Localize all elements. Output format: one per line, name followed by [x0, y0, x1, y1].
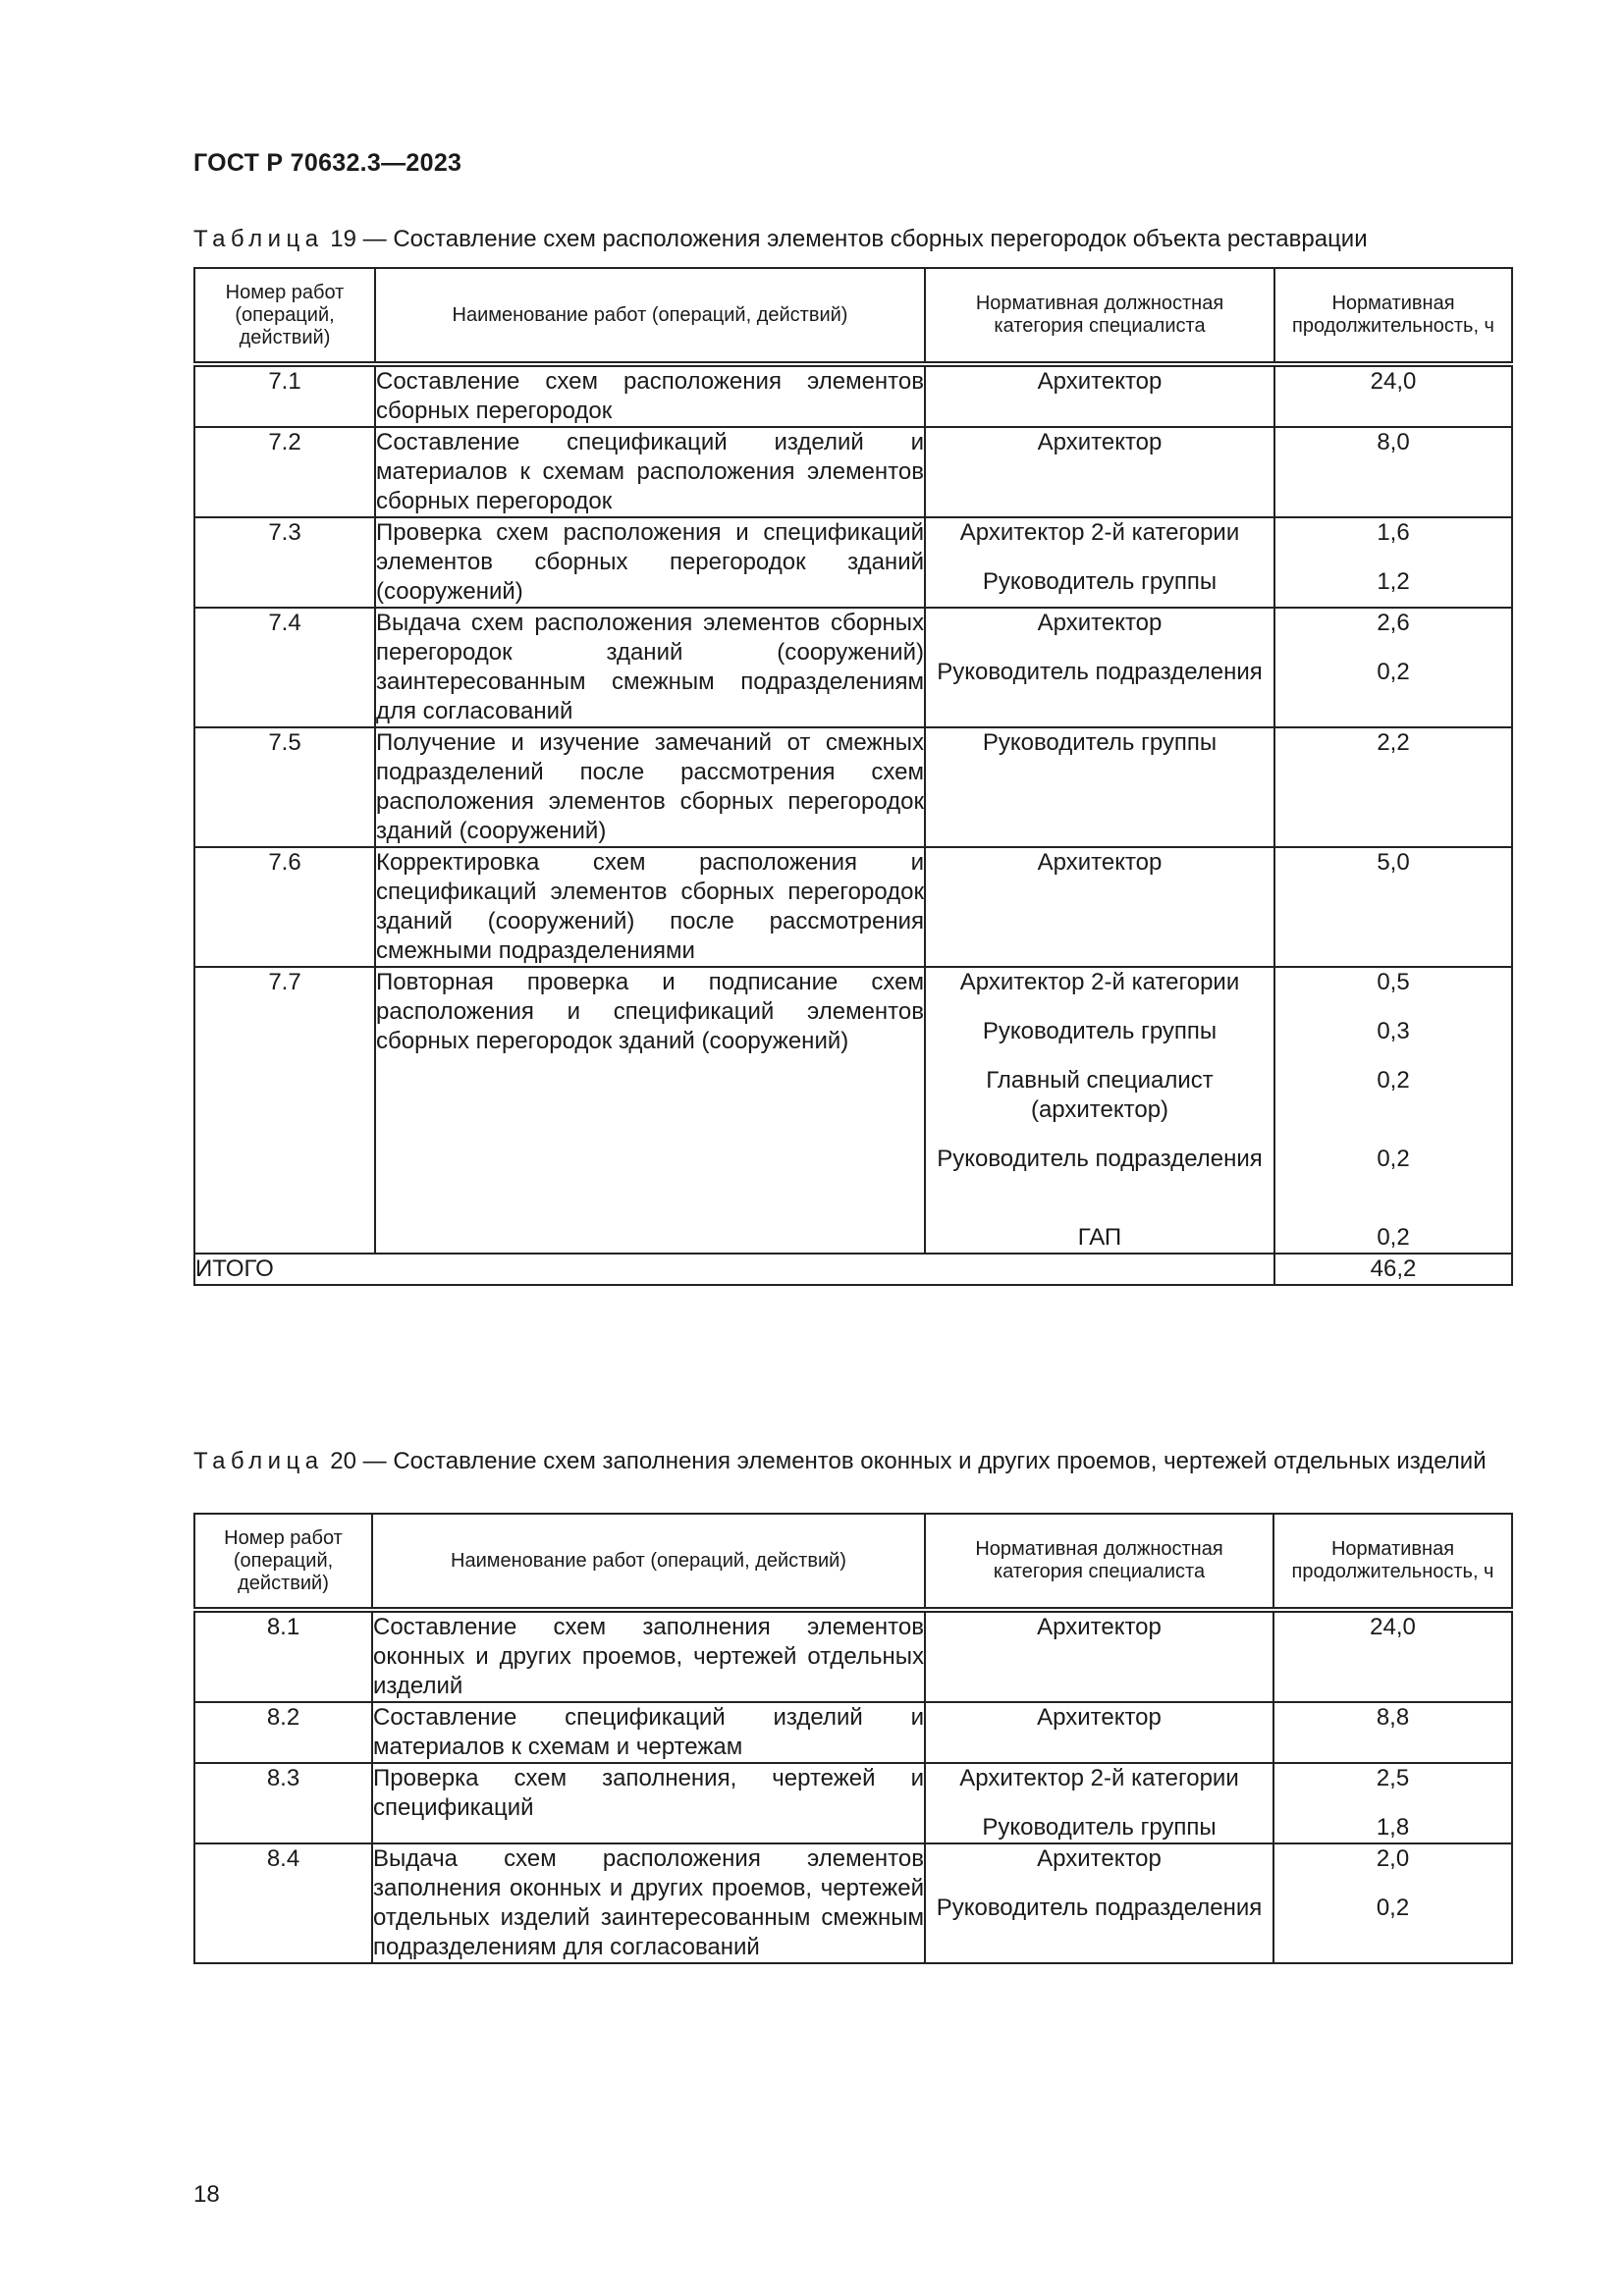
category-item: Руководитель группы [982, 1814, 1217, 1841]
row-categories [925, 427, 1274, 517]
row-work-name: Составление схем заполнения элементов оконных и других проемов, чертежей отдельных изделий [372, 1610, 925, 1702]
category-item: Руководитель подразделения [937, 1146, 1263, 1172]
category-item: Архитектор [1037, 1845, 1162, 1872]
row-categories [925, 1702, 1273, 1763]
row-number: 8.1 [194, 1610, 372, 1702]
row-categories [925, 364, 1274, 427]
row-work-name: Повторная проверка и подписание схем расположения и спецификаций элементов сборных перегородок зданий (сооружений) [375, 967, 925, 1254]
row-number: 8.2 [194, 1702, 372, 1763]
row-categories [925, 1763, 1273, 1843]
table-19-header-row [194, 268, 1512, 364]
row-durations [1273, 1763, 1512, 1843]
duration-item: 24,0 [1370, 368, 1417, 395]
page-number: 18 [193, 2181, 220, 2208]
row-number: 8.4 [194, 1843, 372, 1963]
duration-item: 1,6 [1377, 519, 1410, 546]
duration-item: 1,2 [1377, 568, 1410, 595]
table-20-caption [193, 1447, 1509, 1476]
category-item: Архитектор [1037, 368, 1163, 395]
duration-item: 0,2 [1377, 1067, 1410, 1094]
row-number: 8.3 [194, 1763, 372, 1843]
row-number: 7.7 [194, 967, 375, 1254]
category-item: Архитектор 2-й категории [959, 1765, 1239, 1791]
total-label: ИТОГО [194, 1254, 1274, 1285]
row-number: 7.3 [194, 517, 375, 608]
row-durations [1273, 1702, 1512, 1763]
table-row [194, 1763, 1512, 1843]
row-number: 7.1 [194, 364, 375, 427]
duration-item: 1,8 [1376, 1814, 1410, 1841]
category-item: ГАП [1077, 1224, 1122, 1251]
column-header-name: Наименование работ (операций, действий) [375, 268, 925, 364]
row-work-name: Выдача схем расположения элементов заполнения оконных и других проемов, чертежей отдельных изделий заинтересованным смежным подразделениям для согласований [372, 1843, 925, 1963]
row-durations [1274, 427, 1512, 517]
duration-item: 24,0 [1370, 1614, 1416, 1640]
column-header-number: Номер работ (операций, действий) [194, 1514, 372, 1610]
duration-item: 5,0 [1377, 849, 1410, 876]
table-row [194, 1843, 1512, 1963]
row-categories [925, 727, 1274, 847]
row-categories [925, 1843, 1273, 1963]
row-categories [925, 847, 1274, 967]
column-header-category: Нормативная должностная категория специалиста [925, 1514, 1273, 1610]
table-row [194, 727, 1512, 847]
total-value: 46,2 [1274, 1254, 1512, 1285]
row-work-name: Проверка схем заполнения, чертежей и спецификаций [372, 1763, 925, 1843]
row-work-name: Составление схем расположения элементов сборных перегородок [375, 364, 925, 427]
table-19-caption-label: Таблица [193, 226, 324, 252]
table-20-caption-label: Таблица [193, 1448, 324, 1474]
table-row [194, 1702, 1512, 1763]
row-durations [1274, 727, 1512, 847]
table-row [194, 967, 1512, 1254]
duration-item: 2,0 [1376, 1845, 1410, 1872]
table-row [194, 1610, 1512, 1702]
table-19 [193, 267, 1513, 1286]
duration-item: 0,2 [1377, 659, 1410, 685]
column-header-name: Наименование работ (операций, действий) [372, 1514, 925, 1610]
category-item: Архитектор [1037, 849, 1163, 876]
document-title: ГОСТ Р 70632.3—2023 [193, 149, 462, 177]
row-number: 7.5 [194, 727, 375, 847]
column-header-duration: Нормативная продолжительность, ч [1274, 268, 1512, 364]
row-durations [1274, 517, 1512, 608]
table-19-caption-text: 19 — Составление схем расположения элементов сборных перегородок объекта реставрации [330, 226, 1368, 252]
table-row [194, 608, 1512, 727]
category-item: Архитектор [1037, 1614, 1162, 1640]
row-work-name: Корректировка схем расположения и спецификаций элементов сборных перегородок зданий (сооружений) после рассмотрения смежными подразделениями [375, 847, 925, 967]
category-item: Архитектор 2-й категории [959, 969, 1240, 995]
row-durations [1274, 847, 1512, 967]
row-work-name: Выдача схем расположения элементов сборных перегородок зданий (сооружений) заинтересованным смежным подразделениям для согласований [375, 608, 925, 727]
category-item: Руководитель группы [982, 729, 1218, 756]
duration-item: 8,8 [1376, 1704, 1410, 1731]
table-row [194, 364, 1512, 427]
row-work-name: Составление спецификаций изделий и материалов к схемам и чертежам [372, 1702, 925, 1763]
column-header-category: Нормативная должностная категория специалиста [925, 268, 1274, 364]
duration-item: 0,3 [1377, 1018, 1410, 1044]
row-work-name: Получение и изучение замечаний от смежных подразделений после рассмотрения схем расположения элементов сборных перегородок зданий (сооружений) [375, 727, 925, 847]
table-20 [193, 1513, 1513, 1964]
row-categories [925, 1610, 1273, 1702]
duration-item: 0,2 [1376, 1895, 1410, 1921]
row-categories [925, 517, 1274, 608]
table-20-caption-text: 20 — Составление схем заполнения элементов оконных и других проемов, чертежей отдельных изделий [330, 1448, 1487, 1474]
category-item: Главный специалист (архитектор) [986, 1067, 1214, 1123]
row-number: 7.2 [194, 427, 375, 517]
duration-item: 2,6 [1377, 610, 1410, 636]
table-row [194, 517, 1512, 608]
category-item: Руководитель подразделения [936, 1895, 1263, 1921]
duration-item: 0,5 [1377, 969, 1410, 995]
category-item: Архитектор [1037, 429, 1163, 455]
table-total-row [194, 1254, 1512, 1285]
duration-item: 2,5 [1376, 1765, 1410, 1791]
table-19-caption [193, 225, 1509, 254]
table-row [194, 427, 1512, 517]
table-20-header-row [194, 1514, 1512, 1610]
category-item: Архитектор [1037, 610, 1163, 636]
column-header-duration: Нормативная продолжительность, ч [1273, 1514, 1512, 1610]
row-categories [925, 608, 1274, 727]
category-item: Руководитель группы [982, 1018, 1218, 1044]
row-work-name: Проверка схем расположения и спецификаций элементов сборных перегородок зданий (сооружений) [375, 517, 925, 608]
duration-item: 0,2 [1377, 1224, 1410, 1251]
row-categories [925, 967, 1274, 1254]
row-durations [1273, 1843, 1512, 1963]
row-number: 7.4 [194, 608, 375, 727]
duration-item: 8,0 [1377, 429, 1410, 455]
row-durations [1274, 364, 1512, 427]
row-durations [1274, 608, 1512, 727]
row-durations [1273, 1610, 1512, 1702]
category-item: Руководитель группы [982, 568, 1218, 595]
category-item: Руководитель подразделения [937, 659, 1263, 685]
duration-item: 0,2 [1377, 1146, 1410, 1172]
category-item: Архитектор 2-й категории [959, 519, 1240, 546]
row-durations [1274, 967, 1512, 1254]
column-header-number: Номер работ (операций, действий) [194, 268, 375, 364]
row-work-name: Составление спецификаций изделий и материалов к схемам расположения элементов сборных перегородок [375, 427, 925, 517]
row-number: 7.6 [194, 847, 375, 967]
duration-item: 2,2 [1377, 729, 1410, 756]
category-item: Архитектор [1037, 1704, 1162, 1731]
table-row [194, 847, 1512, 967]
